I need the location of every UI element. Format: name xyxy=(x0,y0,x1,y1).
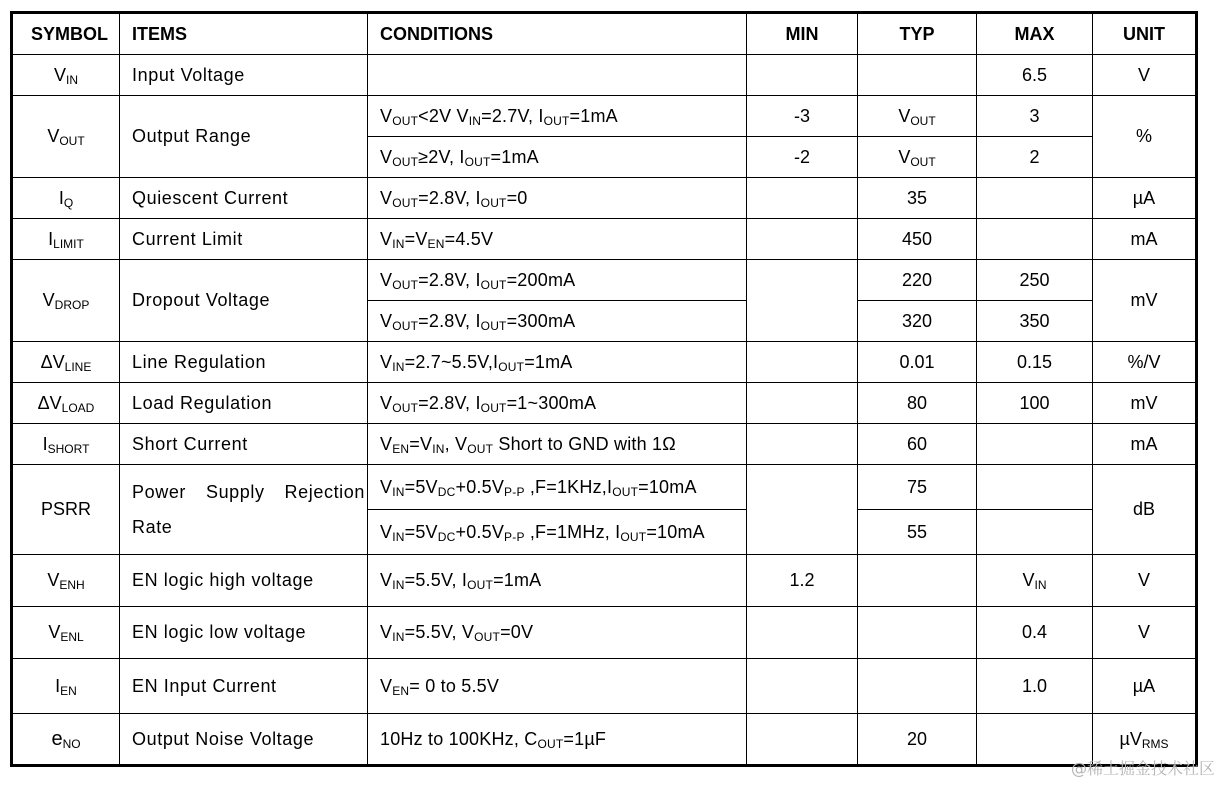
max-cell: 250 xyxy=(977,260,1093,301)
symbol-cell: $I_Q$ xyxy=(12,178,120,219)
header-max: MAX xyxy=(977,13,1093,55)
watermark: @稀土掘金技术社区 xyxy=(1070,759,1215,778)
max-cell: $V_{IN}$ xyxy=(977,555,1093,607)
typ-cell: 220 xyxy=(858,260,977,301)
typ-cell: 60 xyxy=(858,424,977,465)
condition-cell xyxy=(368,55,747,96)
symbol-cell: $V_{ENL}$ xyxy=(12,607,120,659)
table-row-ishort xyxy=(12,424,1197,465)
table-row-vdrop xyxy=(12,260,1197,301)
max-cell: 1.0 xyxy=(977,659,1093,714)
typ-cell: $V_{OUT}$ xyxy=(858,96,977,137)
unit-cell: V xyxy=(1093,607,1197,659)
min-cell: 1.2 xyxy=(747,555,858,607)
max-cell: 0.15 xyxy=(977,342,1093,383)
symbol-cell: $V_{ENH}$ xyxy=(12,555,120,607)
min-cell xyxy=(747,714,858,766)
item-cell: Quiescent Current xyxy=(120,178,368,219)
max-cell xyxy=(977,465,1093,510)
max-cell xyxy=(977,510,1093,555)
condition-cell: $V_{OUT}=2.8V$, $I_{OUT}=1\sim 300mA$ xyxy=(368,383,747,424)
unit-cell: mA xyxy=(1093,219,1197,260)
min-cell: -3 xyxy=(747,96,858,137)
typ-cell: 35 xyxy=(858,178,977,219)
symbol-cell: $V_{IN}$ xyxy=(12,55,120,96)
typ-cell xyxy=(858,659,977,714)
header-min: MIN xyxy=(747,13,858,55)
min-cell xyxy=(747,424,858,465)
header-symbol: SYMBOL xyxy=(12,13,120,55)
item-cell: EN logic high voltage xyxy=(120,555,368,607)
condition-cell: $V_{OUT}=2.8V$, $I_{OUT}=0$ xyxy=(368,178,747,219)
symbol-cell: $V_{DROP}$ xyxy=(12,260,120,342)
table-row-psrr xyxy=(12,465,1197,510)
max-cell: 6.5 xyxy=(977,55,1093,96)
item-cell: Current Limit xyxy=(120,219,368,260)
item-cell: Power Supply Rejection Rate xyxy=(120,465,368,555)
symbol-cell: $I_{EN}$ xyxy=(12,659,120,714)
table-row-vline xyxy=(12,342,1197,383)
min-cell: -2 xyxy=(747,137,858,178)
typ-cell xyxy=(858,555,977,607)
header-items: ITEMS xyxy=(120,13,368,55)
typ-cell: 75 xyxy=(858,465,977,510)
typ-cell: 450 xyxy=(858,219,977,260)
item-cell: EN logic low voltage xyxy=(120,607,368,659)
condition-cell: $V_{IN}=5.5V$, $I_{OUT}=1mA$ xyxy=(368,555,747,607)
table-row-venl xyxy=(12,607,1197,659)
item-cell: Load Regulation xyxy=(120,383,368,424)
min-cell xyxy=(747,260,858,342)
typ-cell: 20 xyxy=(858,714,977,766)
unit-cell: mV xyxy=(1093,260,1197,342)
condition-cell: 10Hz to 100KHz, $C_{OUT}=1\mu F$ xyxy=(368,714,747,766)
min-cell xyxy=(747,342,858,383)
unit-cell: µA xyxy=(1093,178,1197,219)
unit-cell: V xyxy=(1093,55,1197,96)
symbol-cell: PSRR xyxy=(12,465,120,555)
condition-cell: $V_{EN}=V_{IN}$, $V_{OUT}$ Short to GND with 1Ω xyxy=(368,424,747,465)
table-row-ien xyxy=(12,659,1197,714)
condition-cell: $V_{EN}= 0$ to 5.5V xyxy=(368,659,747,714)
max-cell xyxy=(977,219,1093,260)
symbol-cell: $V_{OUT}$ xyxy=(12,96,120,178)
typ-cell: 0.01 xyxy=(858,342,977,383)
unit-cell: %/V xyxy=(1093,342,1197,383)
condition-cell: $V_{IN}=5V_{DC}+0.5V_{P-P}$ $,F=1KHz,I_{OUT}=10mA$ xyxy=(368,465,747,510)
max-cell: 350 xyxy=(977,301,1093,342)
item-cell: Output Range xyxy=(120,96,368,178)
item-cell: Output Noise Voltage xyxy=(120,714,368,766)
min-cell xyxy=(747,383,858,424)
table-row-venh xyxy=(12,555,1197,607)
table-row-vload xyxy=(12,383,1197,424)
min-cell xyxy=(747,659,858,714)
typ-cell: $V_{OUT}$ xyxy=(858,137,977,178)
condition-cell: $V_{IN}=V_{EN}=4.5V$ xyxy=(368,219,747,260)
condition-cell: $V_{OUT}\ge 2V$, $I_{OUT}=1mA$ xyxy=(368,137,747,178)
table-row-iq xyxy=(12,178,1197,219)
unit-cell: mA xyxy=(1093,424,1197,465)
condition-cell: $V_{IN}=2.7\sim 5.5V,I_{OUT}=1mA$ xyxy=(368,342,747,383)
typ-cell xyxy=(858,55,977,96)
condition-cell: $V_{IN}=5V_{DC}+0.5V_{P-P}$ ,F=1MHz, $I_{OUT}=10mA$ xyxy=(368,510,747,555)
header-typ: TYP xyxy=(858,13,977,55)
unit-cell: % xyxy=(1093,96,1197,178)
min-cell xyxy=(747,219,858,260)
condition-cell: $V_{OUT}<2V$ $V_{IN}=2.7V$, $I_{OUT}=1mA$ xyxy=(368,96,747,137)
unit-cell: V xyxy=(1093,555,1197,607)
condition-cell: $V_{OUT}=2.8V$, $I_{OUT}=200mA$ xyxy=(368,260,747,301)
typ-cell xyxy=(858,607,977,659)
max-cell: 3 xyxy=(977,96,1093,137)
condition-cell: $V_{OUT}=2.8V$, $I_{OUT}=300mA$ xyxy=(368,301,747,342)
typ-cell: 55 xyxy=(858,510,977,555)
symbol-cell: $\Delta V_{LINE}$ xyxy=(12,342,120,383)
item-cell: Input Voltage xyxy=(120,55,368,96)
min-cell xyxy=(747,178,858,219)
spec-table xyxy=(10,11,1198,767)
unit-cell: dB xyxy=(1093,465,1197,555)
table-row-vout xyxy=(12,96,1197,137)
unit-cell: µA xyxy=(1093,659,1197,714)
max-cell xyxy=(977,424,1093,465)
item-cell: EN Input Current xyxy=(120,659,368,714)
symbol-cell: $\Delta V_{LOAD}$ xyxy=(12,383,120,424)
table-row-ilimit xyxy=(12,219,1197,260)
item-cell: Short Current xyxy=(120,424,368,465)
condition-cell: $V_{IN}=5.5V$, $V_{OUT}=0V$ xyxy=(368,607,747,659)
max-cell: 0.4 xyxy=(977,607,1093,659)
max-cell: 100 xyxy=(977,383,1093,424)
symbol-cell: $I_{SHORT}$ xyxy=(12,424,120,465)
symbol-cell: $e_{NO}$ xyxy=(12,714,120,766)
typ-cell: 320 xyxy=(858,301,977,342)
typ-cell: 80 xyxy=(858,383,977,424)
unit-cell: µV$_{RMS}$ xyxy=(1093,714,1197,766)
max-cell xyxy=(977,178,1093,219)
min-cell xyxy=(747,55,858,96)
header-conditions: CONDITIONS xyxy=(368,13,747,55)
table-row-vin xyxy=(12,55,1197,96)
min-cell xyxy=(747,607,858,659)
symbol-cell: $I_{LIMIT}$ xyxy=(12,219,120,260)
unit-cell: mV xyxy=(1093,383,1197,424)
table-row-eno xyxy=(12,714,1197,766)
header-row xyxy=(12,13,1197,55)
item-cell: Line Regulation xyxy=(120,342,368,383)
header-unit: UNIT xyxy=(1093,13,1197,55)
max-cell: 2 xyxy=(977,137,1093,178)
min-cell xyxy=(747,465,858,555)
item-cell: Dropout Voltage xyxy=(120,260,368,342)
